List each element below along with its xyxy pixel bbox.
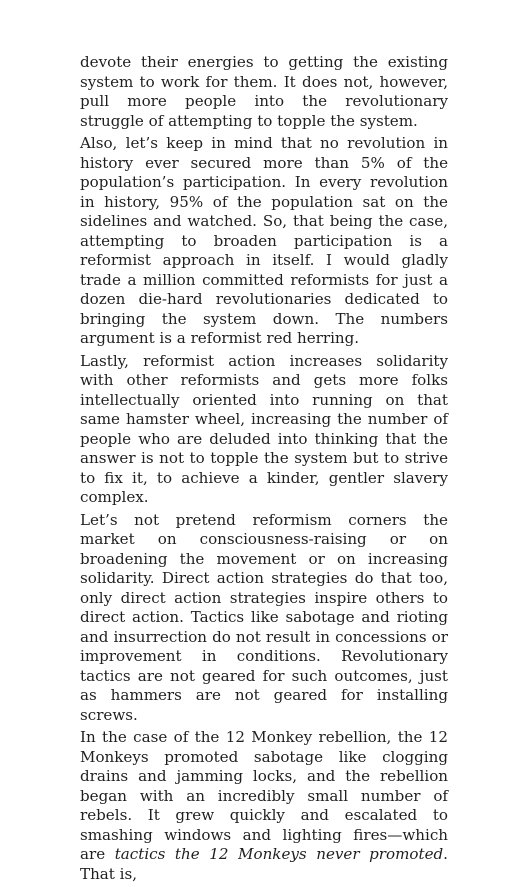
paragraph-5-emphasis: tactics the 12 Monkeys never promoted bbox=[114, 845, 444, 863]
paragraph-1: devote their energies to getting the existing system to work for them. It does not, however, pull more people into the revolutionary struggle of attempting to topple the system. bbox=[80, 53, 448, 130]
paragraph-5-text-after: . That is, bbox=[80, 845, 448, 883]
page-body bbox=[80, 53, 448, 887]
paragraph-5-text-before: In the case of the 12 Monkey rebellion, the 12 Monkeys promoted sabotage like clogging drains and jamming locks, and the rebellion began with an incredibly small number of rebels. It grew quickly and escalated to smashing windows and lighting fires—which are bbox=[80, 728, 448, 863]
paragraph-3: Lastly, reformist action increases solidarity with other reformists and gets more folks intellectually oriented into running on that same hamster wheel, increasing the number of people who are deluded into thinking that the answer is not to topple the system but to strive to fix it, to achieve a kinder, gentler slavery complex. bbox=[80, 351, 448, 506]
paragraph-5 bbox=[80, 728, 448, 884]
paragraph-2: Also, let’s keep in mind that no revolution in history ever secured more than 5% of the population’s participation. In every revolution in history, 95% of the population sat on the sidelines and watched. So, that being the case, attempting to broaden participation is a reformist approach in itself. I would gladly trade a million committed reformists for just a dozen die-hard revolutionaries dedicated to bringing the system down. The numbers argument is a reformist red herring. bbox=[80, 134, 448, 347]
paragraph-4: Let’s not pretend reformism corners the market on consciousness-raising or on broadening the movement or on increasing solidarity. Direct action strategies do that too, only direct action strategies inspire others to direct action. Tactics like sabotage and rioting and insurrection do not result in concessions or improvement in conditions. Revolutionary tactics are not geared for such outcomes, just as hammers are not geared for installing screws. bbox=[80, 510, 448, 724]
